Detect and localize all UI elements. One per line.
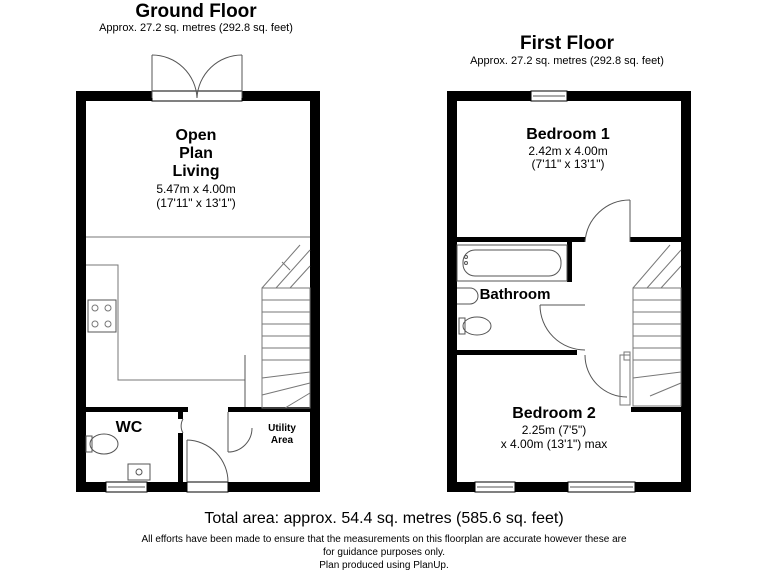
disclaimer-line-1: All efforts have been made to ensure that the measurements on this floorplan are accurate however these are [141,534,627,545]
utility-name-1: Utility [268,423,296,434]
wc-door [181,419,183,433]
french-doors [152,55,242,101]
first-floor-area: Approx. 27.2 sq. metres (292.8 sq. feet) [470,55,664,67]
open-plan-name-3: Living [172,163,220,180]
first-floor-title: First Floor [520,33,614,54]
disclaimer-line-3: Plan produced using PlanUp. [319,560,449,571]
bath [457,245,567,281]
utility-name-2: Area [270,435,294,446]
bedroom1-label: Bedroom 1 [526,126,610,143]
bedroom2-label: Bedroom 2 [512,405,596,422]
bedroom1-dim-1: 2.42m x 4.00m [528,144,608,158]
first-floor-stairs [620,245,681,406]
disclaimer-line-2: for guidance purposes only. [322,547,446,558]
ground-stairs [262,245,310,408]
ground-floor-title: Ground Floor [135,1,257,22]
wc-label: WC [115,419,143,436]
open-plan-dim-1: 5.47m x 4.00m [156,182,236,196]
bedroom1-dim-2: (7'11" x 13'1") [531,157,605,171]
open-plan-name-2: Plan [179,145,213,162]
bedroom2-dim-1: 2.25m (7'5") [521,423,587,437]
wc-fixtures [86,434,150,480]
front-door [187,440,228,492]
ground-floor-area: Approx. 27.2 sq. metres (292.8 sq. feet) [99,22,293,34]
open-plan-name-1: Open [175,127,217,144]
open-plan-dim-2: (17'11" x 13'1") [156,196,236,210]
bathroom-label: Bathroom [479,286,551,303]
bedroom2-dim-2: x 4.00m (13'1") max [500,437,608,451]
utility-cupboard [228,355,252,452]
kitchen-counters [86,237,310,380]
total-area: Total area: approx. 54.4 sq. metres (585.6 sq. feet) [204,510,564,527]
